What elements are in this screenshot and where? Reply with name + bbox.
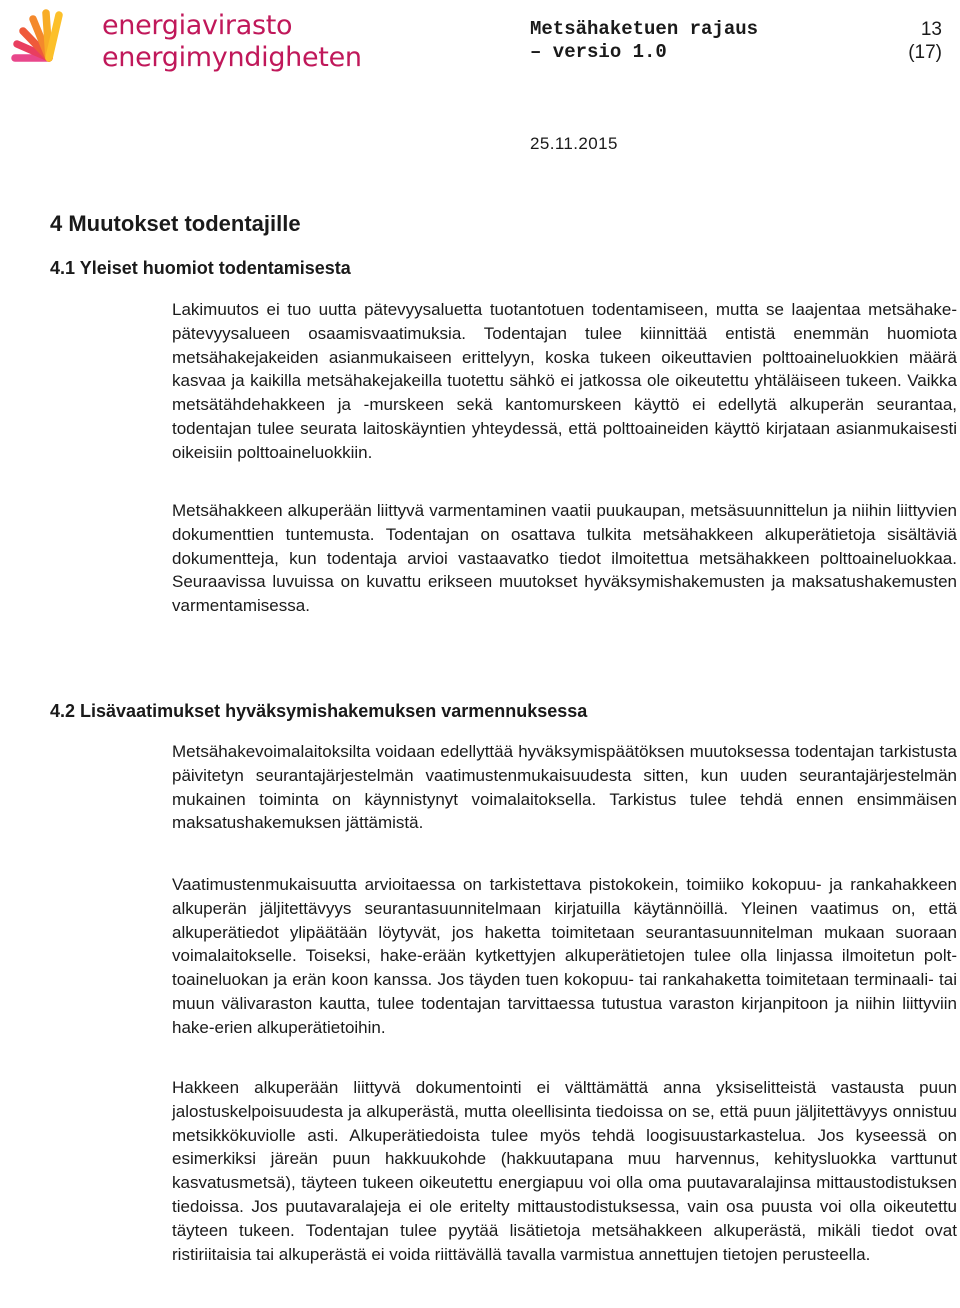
document-title — [530, 18, 758, 64]
logo-line-1: energiavirasto — [102, 10, 293, 41]
document-title-line-2: – versio 1.0 — [530, 41, 667, 63]
sunburst-logo-icon — [8, 6, 94, 72]
logo — [8, 6, 362, 76]
section-heading: 4 Muutokset todentajille — [50, 211, 301, 236]
body-paragraph: Hakkeen alkuperään liittyvä dokumentointi ei välttämättä anna yksiselitteistä vastausta puun jalostuskelpoisuudesta ja alkuperästä, mutta oleellisinta tiedoissa on se, että puun jäljitettävyys onnistuu metsikkökuviolle asti. Alkuperätiedoista tulee myös tehdä loogisuustarkastelua. Jos kyseessä on esimerkiksi järeän puun hakkuukohde (hakkuutapana muu harvennus, kehitysluokka varttunut kasvatusmetsä), täyteen tukeen oikeutettu energiapuu voi olla oma puutavaralajinsa mittaustodistuksen tiedoissa. Jos puutavaralajeja ei ole eritelty mittaustodistuksessa, vain osa puusta voi olla oikeutettu täyteen tukeen. Todentajan tulee pyytää lisätietoja metsähakkeen alkuperästä, mikäli tiedot ovat ristiriitaisia tai alkuperästä ei voida riittävällä tavalla varmistua annettujen tietojen perusteella. — [172, 1078, 957, 1264]
logo-line-2: energimyndigheten — [102, 42, 362, 73]
page-number-current: 13 — [920, 19, 942, 40]
page-number-total: (17) — [908, 42, 942, 63]
body-paragraph: Metsähakkeen alkuperään liittyvä varmentaminen vaatii puukaupan, metsäsuunnittelun ja niihin liittyvien dokumenttien tuntemusta. Todentajan on osattava tulkita metsähakkeen alkuperätietoja sisältäviä dokumentteja, kun todentaja arvioi vastaavatko tiedot ilmoitettua metsähakkeen polttoaineluokkaa. Seuraavissa luvuissa on kuvattu erikseen muutokset hyväksymishakemusten ja maksatushakemusten varmentamisessa. — [172, 501, 957, 616]
body-paragraph: Vaatimustenmukaisuutta arvioitaessa on tarkistettava pistokokein, toimiiko kokopuu- ja rankahakkeen alkuperän jäljitettävyys seurantasuunnitelmaan kirjatuilla käytännöillä. Yleinen vaatimus on, että alkuperätiedot ylipäätään löytyvät, jos haketta toimitetaan seurantasuunnitelman mukaan suoraan voimalaitokselle. Toiseksi, hake-erään kytkettyjen alkuperätietojen tulee olla linjassa ilmoitetun polttoaineluokan ja erän koon kanssa. Jos täyden tuen kokopuu- tai rankahaketta toimitetaan terminaali- tai muun välivaraston kautta, tulee todentajan tarvittaessa tutustua varaston kirjanpitoon ja niihin liittyviin hake-erien alkuperätietoihin. — [172, 875, 957, 1037]
document-title-line-1: Metsähaketuen rajaus — [530, 18, 759, 40]
body-paragraph: Metsähakevoimalaitoksilta voidaan edellyttää hyväksymispäätöksen muutoksessa todentajan tarkistusta päivitetyn seurantajärjestelmän vaatimustenmukaisuudesta sitten, kun uuden seurantajärjestelmän mukainen toiminta on käynnistynyt voimalaitoksella. Tarkistus tulee tehdä ennen ensimmäisen maksatushakemuksen jättämistä. — [172, 742, 957, 833]
document-date: 25.11.2015 — [530, 134, 618, 153]
subsection-heading-4-2: 4.2 Lisävaatimukset hyväksymishakemuksen varmennuksessa — [50, 701, 588, 721]
page-number — [908, 18, 942, 64]
body-paragraph: Lakimuutos ei tuo uutta pätevyysaluetta tuotantotuen todentamiseen, mutta se laajentaa metsähake-pätevyysalueen osaamisvaatimuksia. Todentajan tulee kiinnittää entistä enemmän huomiota metsähakejakeiden asianmukaiseen erittelyyn, koska tukeen oikeuttavien polttoaineluokkien määrä kasvaa ja kaikilla metsähakejakeilla tuotettu sähkö ei jatkossa ole oikeutettu yhtäläiseen tukeen. Vaikka metsätähdehakkeen ja -murskeen sekä kantomurskeen käyttö ei edellytä alkuperän seurantaa, todentajan tulee seurata laitoskäyntien yhteydessä, että polttoaineiden käyttö kirjataan asianmukaisesti oikeisiin polttoaineluokkiin. — [172, 300, 957, 462]
subsection-heading-4-1: 4.1 Yleiset huomiot todentamisesta — [50, 258, 351, 278]
